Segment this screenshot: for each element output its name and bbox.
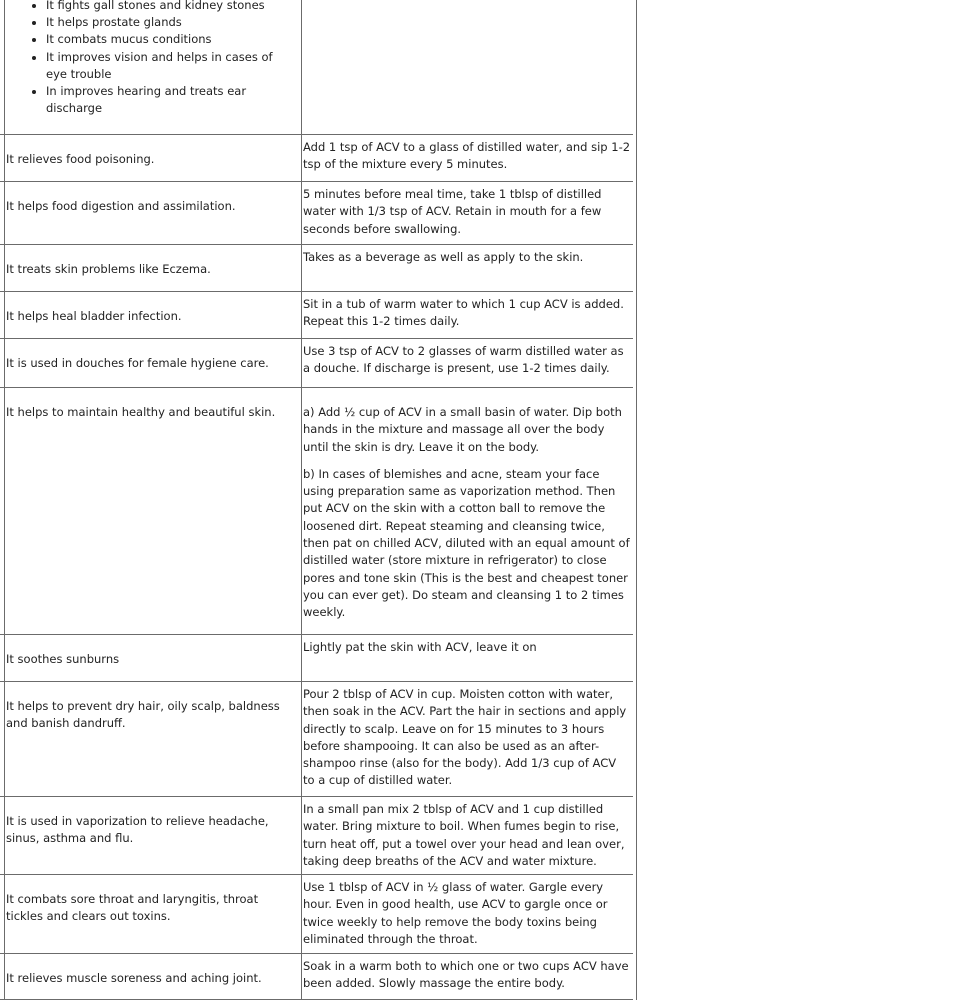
method-cell: [303, 404, 631, 632]
use-cell: It helps to prevent dry hair, oily scalp, baldness and banish dandruff.: [6, 699, 280, 730]
method-paragraph: Sit in a tub of warm water to which 1 cup ACV is added. Repeat this 1-2 times daily.: [303, 297, 624, 329]
method-cell: [303, 343, 631, 388]
method-cell: [303, 686, 631, 800]
use-cell: It helps heal bladder infection.: [6, 309, 182, 323]
use-cell: It helps to maintain healthy and beautiful skin.: [6, 405, 276, 419]
method-cell: [303, 958, 631, 1003]
table-row-benefits: [0, 0, 633, 135]
list-item: • It combats mucus conditions: [46, 31, 286, 48]
method-paragraph: Pour 2 tblsp of ACV in cup. Moisten cotton with water, then soak in the ACV. Part the hair in sections and apply directly to scalp. Leave on for 15 minutes to 3 hours before shampooing. It can also be used as an after-shampoo rinse (also for the body). Add 1/3 cup of ACV to a cup of distilled water.: [303, 687, 627, 788]
table-row: [0, 292, 633, 339]
use-cell: It relieves food poisoning.: [6, 152, 155, 166]
table-row: [0, 954, 633, 1000]
method-paragraph: Add 1 tsp of ACV to a glass of distilled water, and sip 1-2 tsp of the mixture every 5 minutes.: [303, 140, 631, 172]
method-paragraph: Lightly pat the skin with ACV, leave it on: [303, 640, 537, 654]
use-cell: It combats sore throat and laryngitis, throat tickles and clears out toxins.: [6, 892, 259, 923]
table-row: [0, 339, 633, 388]
list-item: • In improves hearing and treats ear discharge: [46, 83, 286, 117]
method-cell: [303, 186, 631, 248]
method-paragraph: In a small pan mix 2 tblsp of ACV and 1 cup distilled water. Bring mixture to boil. When fumes begin to rise, turn heat off, put a towel over your head and lean over, taking deep breaths of the ACV and water mixture.: [303, 802, 625, 868]
method-cell: [303, 249, 631, 276]
method-paragraph: Soak in a warm both to which one or two cups ACV have been added. Slowly massage the entire body.: [303, 959, 629, 991]
table-row: [0, 388, 633, 635]
method-cell: [303, 801, 631, 880]
method-paragraph: Takes as a beverage as well as apply to the skin.: [303, 250, 584, 264]
use-cell: It is used in douches for female hygiene care.: [6, 356, 269, 370]
benefits-list: [0, 0, 286, 117]
list-item: • It fights gall stones and kidney stones: [46, 0, 286, 14]
table-row: [0, 875, 633, 954]
method-paragraph: Use 1 tblsp of ACV in ½ glass of water. Gargle every hour. Even in good health, use ACV to gargle once or twice weekly to help remove the body toxins being eliminated through the throat.: [303, 880, 608, 946]
table-row: [0, 797, 633, 875]
table-row: [0, 182, 633, 245]
table-border-right: [636, 0, 637, 1000]
use-cell: It relieves muscle soreness and aching joint.: [6, 971, 262, 985]
list-item: • It improves vision and helps in cases of eye trouble: [46, 49, 286, 83]
use-cell: It treats skin problems like Eczema.: [6, 262, 211, 276]
list-item: • It helps prostate glands: [46, 14, 286, 31]
method-paragraph: Use 3 tsp of ACV to 2 glasses of warm distilled water as a douche. If discharge is present, use 1-2 times daily.: [303, 344, 624, 376]
table-row: [0, 135, 633, 182]
method-paragraph: a) Add ½ cup of ACV in a small basin of water. Dip both hands in the mixture and massage all over the body until the skin is dry. Leave it on the body.: [303, 405, 622, 454]
method-cell: [303, 139, 631, 184]
use-cell: It soothes sunburns: [6, 652, 120, 666]
table-row: [0, 245, 633, 292]
use-cell: It is used in vaporization to relieve headache, sinus, asthma and flu.: [6, 814, 269, 845]
method-paragraph: 5 minutes before meal time, take 1 tblsp of distilled water with 1/3 tsp of ACV. Retain in mouth for a few seconds before swallowing.: [303, 187, 602, 236]
method-cell: [303, 639, 631, 666]
use-cell: It helps food digestion and assimilation.: [6, 199, 236, 213]
method-paragraph: b) In cases of blemishes and acne, steam your face using preparation same as vaporization method. Then put ACV on the skin with a cotton ball to remove the loosened dirt. Repeat steaming and cleansing twice, then pat on chilled ACV, diluted with an equal amount of distilled water (store mixture in refrigerator) to close pores and tone skin (This is the best and cheapest toner you can ever get). Do steam and cleansing 1 to 2 times weekly.: [303, 466, 630, 620]
table-row: [0, 635, 633, 682]
table-row: [0, 682, 633, 797]
method-cell: [303, 296, 631, 341]
method-cell: [303, 879, 631, 958]
